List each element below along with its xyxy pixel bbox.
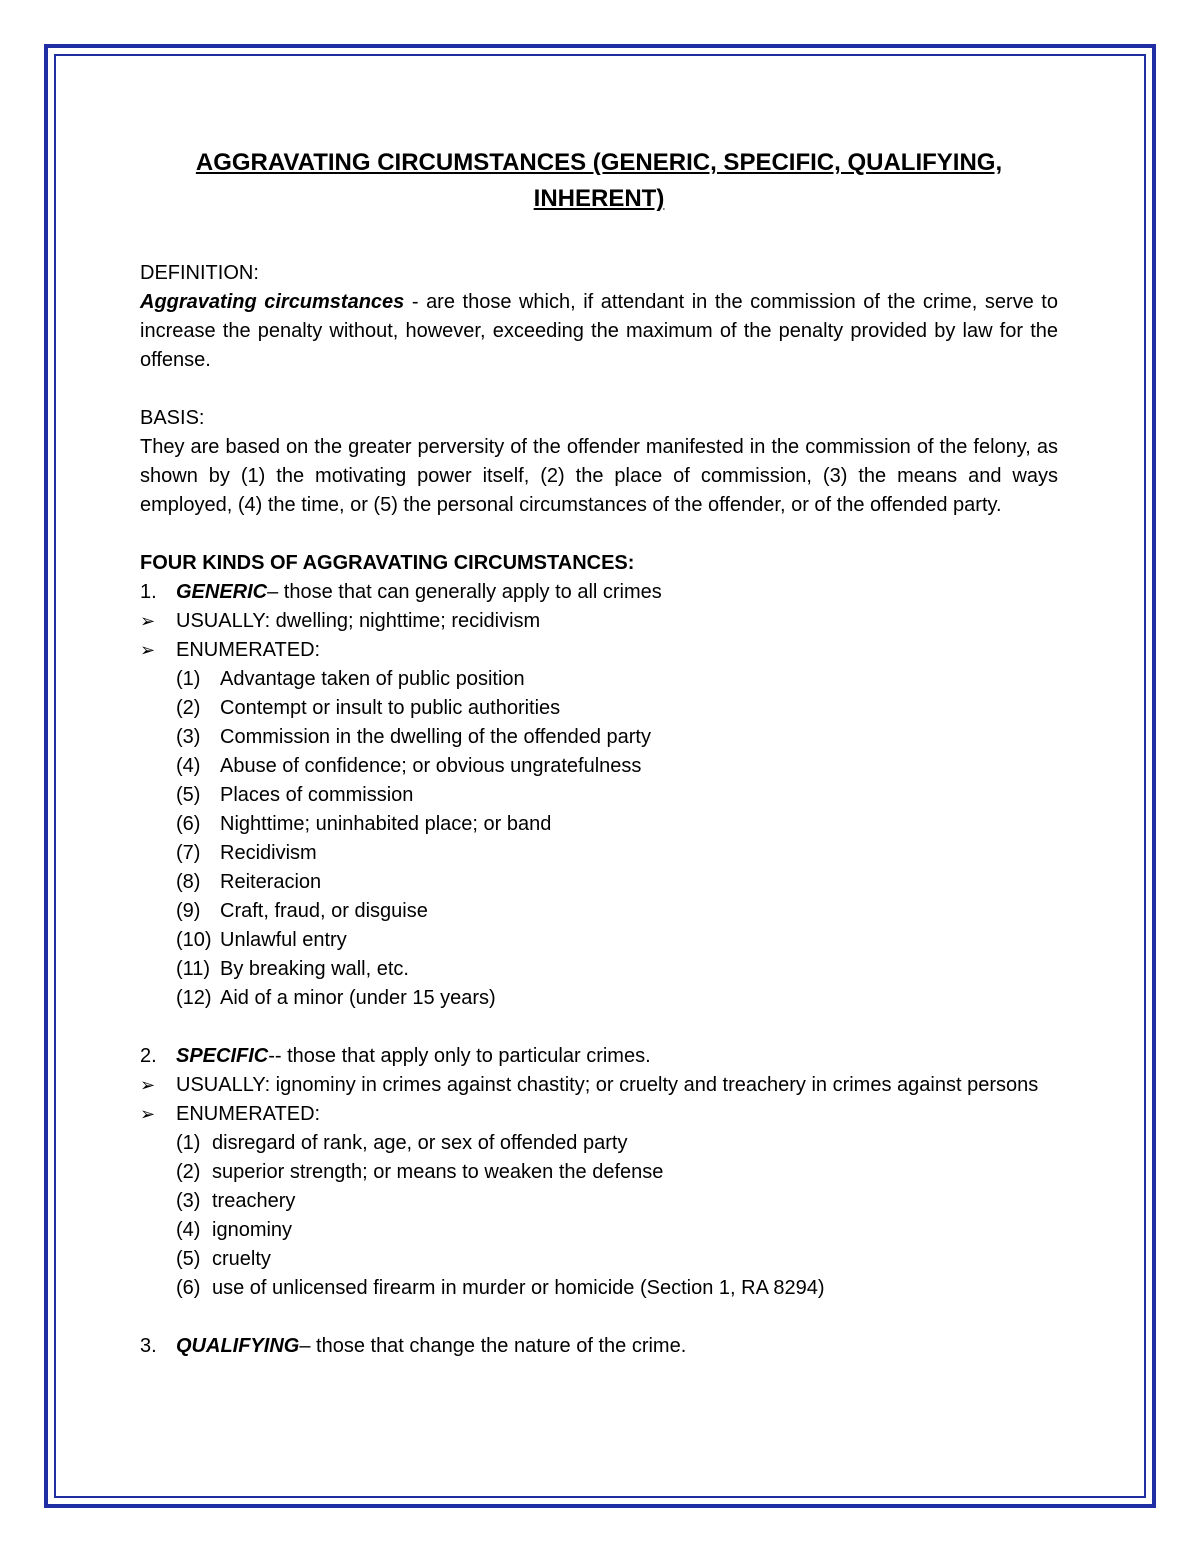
- list-item: (12) Aid of a minor (under 15 years): [176, 987, 496, 1009]
- bullet-enumerated: [140, 1100, 1058, 1129]
- arrow-bullet-icon: ➢: [140, 1075, 156, 1095]
- basis-paragraph: They are based on the greater perversity of the offender manifested in the commission of the felony, as shown by (1) the motivating power itself, (2) the place of commission, (3) the means and ways employed, (4) the time, or (5) the personal circumstances of the offender, or of the offended party.: [140, 436, 1058, 516]
- document-body: [140, 145, 1058, 1361]
- arrow-bullet-icon: ➢: [140, 611, 156, 631]
- list-item: (5) Places of commission: [176, 784, 414, 806]
- kind-name: GENERIC: [176, 581, 268, 603]
- list-item: (4) ignominy: [176, 1219, 293, 1241]
- list-item: (1) Advantage taken of public position: [176, 668, 525, 690]
- kind-number: 3.: [140, 1335, 157, 1357]
- basis-label: BASIS:: [140, 407, 205, 429]
- kind-description: -- those that apply only to particular crimes.: [268, 1045, 651, 1067]
- kind-qualifying: [140, 1332, 1058, 1361]
- definition-label: DEFINITION:: [140, 262, 259, 284]
- enumerated-label: ENUMERATED:: [176, 1103, 321, 1125]
- list-item: (3) treachery: [176, 1190, 296, 1212]
- bullet-enumerated: [140, 636, 1058, 665]
- kind-name: SPECIFIC: [176, 1045, 269, 1067]
- kind-number: 2.: [140, 1045, 157, 1067]
- list-item: (7) Recidivism: [176, 842, 317, 864]
- list-item: (4) Abuse of confidence; or obvious ungratefulness: [176, 755, 642, 777]
- kind-description: – those that change the nature of the crime.: [299, 1335, 687, 1357]
- bullet-usually: [140, 1071, 1058, 1100]
- kind-number: 1.: [140, 581, 157, 603]
- kinds-heading: FOUR KINDS OF AGGRAVATING CIRCUMSTANCES:: [140, 552, 635, 574]
- arrow-bullet-icon: ➢: [140, 640, 156, 660]
- specific-enumerated-list: [176, 1129, 1058, 1303]
- list-item: (6) Nighttime; uninhabited place; or band: [176, 813, 552, 835]
- list-item: (11) By breaking wall, etc.: [176, 958, 409, 980]
- list-item: (9) Craft, fraud, or disguise: [176, 900, 428, 922]
- list-item: (5) cruelty: [176, 1248, 271, 1270]
- usually-text: USUALLY: dwelling; nighttime; recidivism: [176, 610, 541, 632]
- kind-generic: [140, 578, 1058, 607]
- list-item: (8) Reiteracion: [176, 871, 322, 893]
- list-item: (6) use of unlicensed firearm in murder or homicide (Section 1, RA 8294): [176, 1277, 825, 1299]
- list-item: (3) Commission in the dwelling of the offended party: [176, 726, 651, 748]
- bullet-usually: [140, 607, 1058, 636]
- definition-text: - are those which, if attendant in the commission of the crime, serve to increase the penalty without, however, exceeding the maximum of the penalty provided by law for the offense.: [140, 291, 1058, 371]
- list-item: (10) Unlawful entry: [176, 929, 347, 951]
- definition-paragraph: [140, 288, 1058, 375]
- arrow-bullet-icon: ➢: [140, 1104, 156, 1124]
- page-title: AGGRAVATING CIRCUMSTANCES (GENERIC, SPECIFIC, QUALIFYING, INHERENT): [195, 149, 1003, 212]
- enumerated-label: ENUMERATED:: [176, 639, 321, 661]
- kind-description: – those that can generally apply to all crimes: [267, 581, 662, 603]
- list-item: (1) disregard of rank, age, or sex of offended party: [176, 1132, 628, 1154]
- list-item: (2) superior strength; or means to weaken the defense: [176, 1161, 664, 1183]
- usually-text: USUALLY: ignominy in crimes against chastity; or cruelty and treachery in crimes against persons: [176, 1074, 1039, 1096]
- generic-enumerated-list: [176, 665, 1058, 1013]
- kind-name: QUALIFYING: [176, 1335, 300, 1357]
- list-item: (2) Contempt or insult to public authorities: [176, 697, 561, 719]
- definition-term: Aggravating circumstances: [140, 291, 405, 313]
- kind-specific: [140, 1042, 1058, 1071]
